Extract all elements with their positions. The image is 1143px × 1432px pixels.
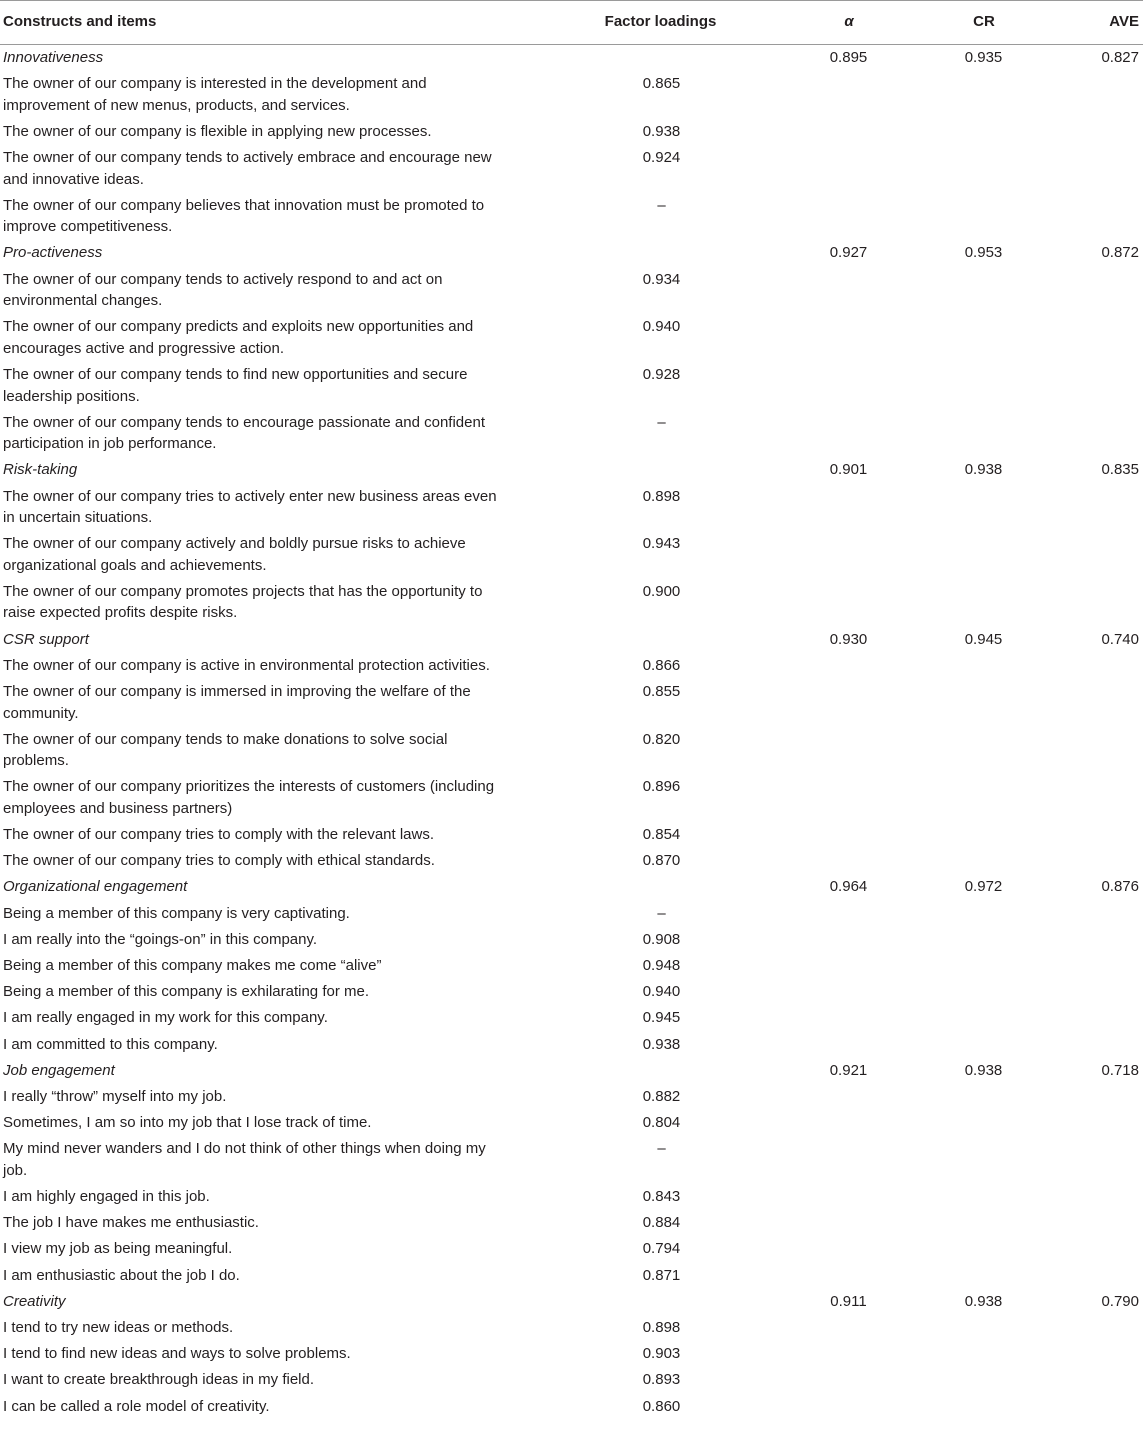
cr-cell: 0.945 — [964, 630, 1003, 648]
cr-cell: 0.938 — [964, 1292, 1003, 1310]
item-text: The owner of our company tries to actively enter new business areas even in uncertain situations. — [3, 487, 497, 527]
factor-loading-cell: 0.938 — [642, 1035, 681, 1053]
alpha-cell — [760, 1394, 890, 1420]
item-row — [0, 1367, 1143, 1393]
header-factor-loadings: Factor loadings — [560, 1, 760, 45]
cr-cell — [890, 145, 1030, 193]
factor-loading-cell: 0.866 — [642, 656, 681, 674]
item-row — [0, 1110, 1143, 1136]
alpha-cell — [760, 774, 890, 822]
factor-loading-cell — [560, 874, 760, 900]
ave-cell: 0.790 — [1101, 1292, 1139, 1310]
construct-name: Organizational engagement — [3, 878, 188, 896]
cr-cell: 0.938 — [964, 461, 1003, 479]
cr-cell — [890, 848, 1030, 874]
ave-cell — [1030, 927, 1143, 953]
item-row — [0, 1263, 1143, 1289]
item-text: Being a member of this company makes me come “alive” — [3, 957, 382, 974]
item-row — [0, 119, 1143, 145]
alpha-cell — [760, 145, 890, 193]
item-text: I can be called a role model of creativity. — [3, 1397, 270, 1415]
alpha-cell — [760, 679, 890, 727]
cr-cell — [890, 1110, 1030, 1136]
factor-loading-cell: 0.855 — [642, 683, 681, 700]
item-row — [0, 1136, 1143, 1184]
factor-loading-cell: – — [657, 1140, 666, 1158]
ave-cell — [1030, 1005, 1143, 1031]
item-text: The owner of our company believes that innovation must be promoted to improve competitiveness. — [3, 196, 485, 236]
factor-loading-cell: 0.943 — [642, 535, 681, 553]
factor-loading-cell: 0.804 — [642, 1114, 681, 1132]
alpha-cell — [760, 1263, 890, 1289]
alpha-cell — [760, 1341, 890, 1367]
alpha-cell — [760, 314, 890, 362]
item-row — [0, 1341, 1143, 1367]
item-row — [0, 1184, 1143, 1210]
factor-loading-cell: 0.940 — [642, 318, 681, 336]
construct-row — [0, 1289, 1143, 1315]
factor-loading-cell: 0.794 — [642, 1240, 681, 1258]
table-header — [0, 1, 1143, 45]
alpha-cell — [760, 653, 890, 679]
item-text: The owner of our company predicts and exploits new opportunities and encourages active and progressive action. — [3, 318, 474, 357]
header-row — [0, 1, 1143, 45]
item-row — [0, 927, 1143, 953]
alpha-cell — [760, 901, 890, 927]
cr-cell — [890, 727, 1030, 775]
cr-cell — [890, 1394, 1030, 1420]
alpha-cell — [760, 1236, 890, 1262]
item-row — [0, 1084, 1143, 1110]
header-cr: CR — [890, 1, 1030, 45]
factor-loading-cell: 0.884 — [642, 1214, 681, 1232]
construct-row — [0, 874, 1143, 900]
item-text: I am highly engaged in this job. — [3, 1188, 210, 1205]
cr-cell — [890, 653, 1030, 679]
construct-name: Job engagement — [3, 1061, 115, 1079]
factor-loading-cell: 0.882 — [642, 1087, 681, 1105]
alpha-cell — [760, 119, 890, 145]
item-row — [0, 679, 1143, 727]
cr-cell: 0.935 — [964, 49, 1003, 66]
construct-row — [0, 45, 1143, 72]
cr-cell — [890, 679, 1030, 727]
item-text: I am committed to this company. — [3, 1035, 218, 1053]
item-row — [0, 653, 1143, 679]
alpha-cell — [760, 1210, 890, 1236]
ave-cell — [1030, 484, 1143, 532]
factor-loading-cell: 0.938 — [642, 122, 681, 140]
cr-cell — [890, 119, 1030, 145]
ave-cell — [1030, 979, 1143, 1005]
item-row — [0, 484, 1143, 532]
item-row — [0, 774, 1143, 822]
alpha-cell — [760, 848, 890, 874]
cr-cell — [890, 410, 1030, 458]
cr-cell — [890, 1032, 1030, 1058]
factor-loading-cell: 0.903 — [642, 1345, 681, 1363]
alpha-cell — [760, 1136, 890, 1184]
ave-cell — [1030, 1084, 1143, 1110]
item-text: I am really into the “goings-on” in this company. — [3, 930, 318, 948]
alpha-cell — [760, 1315, 890, 1341]
item-row — [0, 901, 1143, 927]
factor-loading-cell: 0.820 — [642, 730, 681, 748]
ave-cell — [1030, 774, 1143, 822]
item-text: I view my job as being meaningful. — [3, 1240, 233, 1258]
item-text: The owner of our company tends to make donations to solve social problems. — [3, 730, 448, 770]
item-text: The owner of our company tends to find new opportunities and secure leadership positions. — [3, 366, 468, 405]
alpha-cell — [760, 727, 890, 775]
item-text: The owner of our company tries to comply with ethical standards. — [3, 852, 435, 870]
cr-cell — [890, 1084, 1030, 1110]
item-text: Being a member of this company is very captivating. — [3, 904, 350, 922]
alpha-cell — [760, 1184, 890, 1210]
item-row — [0, 1005, 1143, 1031]
cr-cell — [890, 1210, 1030, 1236]
ave-cell: 0.876 — [1101, 878, 1139, 896]
item-text: Being a member of this company is exhilarating for me. — [3, 983, 369, 1001]
ave-cell — [1030, 1341, 1143, 1367]
cr-cell — [890, 822, 1030, 848]
item-row — [0, 848, 1143, 874]
ave-cell: 0.718 — [1101, 1061, 1139, 1079]
item-text: The owner of our company is immersed in improving the welfare of the community. — [3, 683, 471, 722]
ave-cell — [1030, 145, 1143, 193]
item-row — [0, 579, 1143, 627]
ave-cell — [1030, 193, 1143, 241]
construct-name: CSR support — [3, 630, 89, 648]
factor-loading-cell: 0.945 — [642, 1009, 681, 1027]
cr-cell — [890, 1315, 1030, 1341]
cr-cell — [890, 1184, 1030, 1210]
ave-cell — [1030, 314, 1143, 362]
cr-cell — [890, 71, 1030, 119]
item-text: I tend to try new ideas or methods. — [3, 1318, 234, 1336]
cr-cell — [890, 267, 1030, 315]
item-row — [0, 362, 1143, 410]
item-row — [0, 531, 1143, 579]
item-text: The owner of our company tends to actively respond to and act on environmental changes. — [3, 270, 443, 310]
item-row — [0, 1236, 1143, 1262]
item-row — [0, 1032, 1143, 1058]
item-row — [0, 410, 1143, 458]
cr-cell: 0.972 — [964, 878, 1003, 896]
ave-cell — [1030, 267, 1143, 315]
factor-loading-cell: 0.893 — [642, 1371, 681, 1389]
factor-loading-cell — [560, 240, 760, 266]
alpha-cell — [760, 531, 890, 579]
ave-cell — [1030, 822, 1143, 848]
alpha-cell: 0.927 — [829, 244, 868, 262]
header-ave: AVE — [1030, 1, 1143, 45]
factor-loading-cell: 0.900 — [642, 582, 681, 600]
factor-loading-cell: 0.908 — [642, 930, 681, 948]
factor-loading-cell: 0.896 — [642, 778, 681, 796]
cr-cell — [890, 953, 1030, 979]
factor-loading-cell: 0.843 — [642, 1188, 681, 1205]
item-text: The owner of our company tries to comply with the relevant laws. — [3, 826, 435, 844]
factor-loading-cell: 0.871 — [642, 1266, 681, 1284]
alpha-cell — [760, 71, 890, 119]
construct-name: Innovativeness — [3, 49, 104, 66]
ave-cell — [1030, 1263, 1143, 1289]
factor-loading-cell — [560, 1058, 760, 1084]
ave-cell — [1030, 1210, 1143, 1236]
construct-row — [0, 627, 1143, 653]
ave-cell — [1030, 119, 1143, 145]
ave-cell — [1030, 679, 1143, 727]
factor-loading-cell: – — [657, 413, 666, 431]
item-text: The owner of our company is active in environmental protection activities. — [3, 656, 490, 674]
table-body — [0, 45, 1143, 1420]
item-row — [0, 267, 1143, 315]
cr-cell — [890, 1005, 1030, 1031]
item-text: The job I have makes me enthusiastic. — [3, 1214, 259, 1232]
factor-loading-cell — [560, 627, 760, 653]
alpha-cell: 0.964 — [829, 878, 868, 896]
item-text: The owner of our company is flexible in applying new processes. — [3, 122, 432, 140]
item-text: Sometimes, I am so into my job that I lose track of time. — [3, 1114, 372, 1132]
cr-cell: 0.938 — [964, 1061, 1003, 1079]
cr-cell — [890, 774, 1030, 822]
ave-cell — [1030, 727, 1143, 775]
cr-cell — [890, 579, 1030, 627]
item-row — [0, 71, 1143, 119]
alpha-cell: 0.911 — [830, 1292, 867, 1310]
factor-loading-cell: 0.898 — [642, 1318, 681, 1336]
header-constructs-items: Constructs and items — [0, 1, 560, 45]
factor-loading-cell: 0.948 — [642, 957, 681, 974]
item-row — [0, 145, 1143, 193]
cr-cell — [890, 484, 1030, 532]
alpha-cell: 0.901 — [829, 461, 868, 479]
factor-loading-cell — [560, 1289, 760, 1315]
ave-cell — [1030, 1184, 1143, 1210]
factor-loading-cell: 0.924 — [642, 149, 681, 167]
header-alpha: α — [760, 1, 890, 45]
item-text: The owner of our company promotes projects that has the opportunity to raise expected profits despite risks. — [3, 582, 483, 622]
item-row — [0, 727, 1143, 775]
factor-loading-cell — [560, 45, 760, 72]
item-row — [0, 1210, 1143, 1236]
item-text: The owner of our company tends to encourage passionate and confident participation in job performance. — [3, 413, 485, 453]
alpha-cell — [760, 1367, 890, 1393]
ave-cell: 0.872 — [1101, 244, 1139, 262]
alpha-cell — [760, 1084, 890, 1110]
alpha-cell — [760, 979, 890, 1005]
cr-cell — [890, 1136, 1030, 1184]
ave-cell — [1030, 362, 1143, 410]
item-text: My mind never wanders and I do not think of other things when doing my job. — [3, 1140, 486, 1179]
alpha-cell — [760, 579, 890, 627]
construct-name: Risk-taking — [3, 461, 78, 479]
cr-cell — [890, 531, 1030, 579]
cr-cell — [890, 1236, 1030, 1262]
cr-cell: 0.953 — [964, 244, 1003, 262]
ave-cell: 0.835 — [1101, 461, 1139, 479]
ave-cell — [1030, 1236, 1143, 1262]
ave-cell — [1030, 531, 1143, 579]
construct-name: Creativity — [3, 1292, 66, 1310]
ave-cell — [1030, 848, 1143, 874]
alpha-cell — [760, 267, 890, 315]
cr-cell — [890, 193, 1030, 241]
cr-cell — [890, 1263, 1030, 1289]
alpha-cell: 0.921 — [829, 1061, 868, 1079]
item-text: The owner of our company actively and boldly pursue risks to achieve organizational goals and achievements. — [3, 535, 466, 574]
item-text: I really “throw” myself into my job. — [3, 1087, 227, 1105]
factor-loading-cell: – — [657, 196, 666, 214]
factor-loading-cell: 0.854 — [642, 826, 681, 844]
construct-name: Pro-activeness — [3, 244, 103, 262]
item-row — [0, 822, 1143, 848]
factor-loading-cell: 0.928 — [642, 366, 681, 383]
item-text: I am enthusiastic about the job I do. — [3, 1266, 240, 1284]
item-text: The owner of our company is interested in the development and improvement of new menus, products, and services. — [3, 75, 427, 114]
factor-loading-cell — [560, 457, 760, 483]
cr-cell — [890, 901, 1030, 927]
ave-cell — [1030, 1315, 1143, 1341]
alpha-cell — [760, 1032, 890, 1058]
construct-row — [0, 240, 1143, 266]
ave-cell — [1030, 1110, 1143, 1136]
ave-cell — [1030, 410, 1143, 458]
item-row — [0, 314, 1143, 362]
alpha-cell — [760, 362, 890, 410]
item-row — [0, 193, 1143, 241]
ave-cell — [1030, 71, 1143, 119]
item-row — [0, 1394, 1143, 1420]
item-text: I want to create breakthrough ideas in my field. — [3, 1371, 315, 1389]
factor-loading-cell: 0.870 — [642, 852, 681, 870]
item-row — [0, 979, 1143, 1005]
item-text: The owner of our company tends to actively embrace and encourage new and innovative ideas. — [3, 149, 492, 188]
item-text: The owner of our company prioritizes the interests of customers (including employees and business partners) — [3, 778, 495, 817]
ave-cell — [1030, 953, 1143, 979]
alpha-cell — [760, 193, 890, 241]
item-row — [0, 953, 1143, 979]
item-text: I tend to find new ideas and ways to solve problems. — [3, 1345, 351, 1363]
item-row — [0, 1315, 1143, 1341]
cr-cell — [890, 314, 1030, 362]
ave-cell — [1030, 1032, 1143, 1058]
alpha-cell — [760, 1110, 890, 1136]
ave-cell: 0.740 — [1101, 630, 1139, 648]
ave-cell — [1030, 1136, 1143, 1184]
ave-cell: 0.827 — [1101, 49, 1139, 66]
item-text: I am really engaged in my work for this company. — [3, 1009, 328, 1027]
alpha-cell — [760, 1005, 890, 1031]
factor-loading-cell: 0.865 — [642, 75, 681, 93]
cr-cell — [890, 1341, 1030, 1367]
factor-loading-cell: – — [657, 904, 666, 922]
alpha-cell: 0.930 — [829, 630, 868, 648]
alpha-cell — [760, 822, 890, 848]
alpha-cell — [760, 927, 890, 953]
ave-cell — [1030, 653, 1143, 679]
factor-loading-cell: 0.860 — [642, 1397, 681, 1415]
alpha-cell: 0.895 — [829, 49, 868, 66]
factor-loading-cell: 0.934 — [642, 270, 681, 288]
alpha-cell — [760, 410, 890, 458]
cr-cell — [890, 1367, 1030, 1393]
ave-cell — [1030, 1394, 1143, 1420]
construct-row — [0, 457, 1143, 483]
ave-cell — [1030, 901, 1143, 927]
cr-cell — [890, 927, 1030, 953]
alpha-cell — [760, 953, 890, 979]
construct-row — [0, 1058, 1143, 1084]
ave-cell — [1030, 1367, 1143, 1393]
ave-cell — [1030, 579, 1143, 627]
cr-cell — [890, 362, 1030, 410]
alpha-cell — [760, 484, 890, 532]
factor-loading-cell: 0.898 — [642, 487, 681, 505]
cr-cell — [890, 979, 1030, 1005]
factor-loading-cell: 0.940 — [642, 983, 681, 1001]
